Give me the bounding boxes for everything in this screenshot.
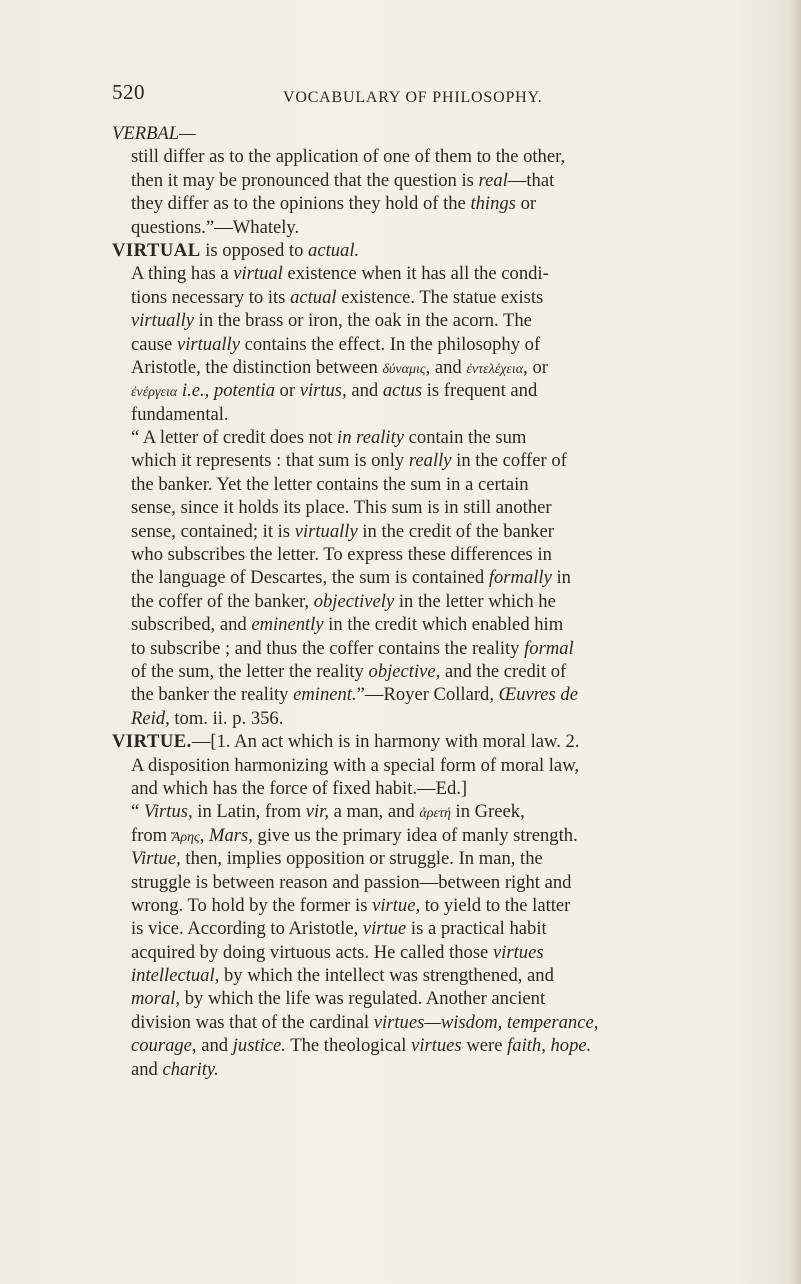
text-segment: eminent.	[293, 684, 357, 706]
text-segment: virtually	[131, 310, 194, 332]
text-segment: struggle is between reason and passion—between right and	[131, 871, 572, 893]
text-segment: in the brass or iron, the oak in the acorn. The	[194, 310, 532, 332]
text-segment: division was that of the cardinal	[131, 1011, 374, 1033]
text-segment: virtually	[176, 333, 240, 355]
text-line	[112, 379, 692, 402]
text-line	[112, 216, 692, 239]
text-line	[112, 543, 692, 566]
text-segment: virtus,	[299, 380, 347, 402]
text-segment: or	[515, 193, 537, 215]
text-segment: things	[470, 193, 516, 215]
text-segment: contains the effect. In the philosophy of	[239, 333, 541, 355]
text-segment: acquired by doing virtuous acts. He called those	[131, 941, 493, 963]
text-segment: actual	[290, 286, 337, 308]
text-segment: a man, and	[328, 801, 420, 823]
text-segment: ,	[199, 824, 209, 846]
text-segment: in	[551, 567, 571, 589]
text-segment: virtue,	[372, 894, 421, 916]
greek-term: ἐντελέχεια	[466, 361, 524, 377]
text-segment: contain the sum	[404, 427, 527, 449]
text-segment: to yield to the latter	[420, 894, 571, 916]
text-line	[112, 800, 692, 823]
text-segment: Virtus,	[143, 801, 193, 823]
text-segment: formal	[524, 637, 574, 659]
text-segment: then it may be pronounced that the question is	[131, 169, 479, 191]
text-segment: the language of Descartes, the sum is contained	[131, 567, 489, 589]
text-segment: cause	[131, 333, 177, 355]
text-segment: is frequent and	[422, 380, 538, 402]
text-line	[112, 426, 692, 449]
text-segment: of the sum, the letter the reality	[131, 660, 369, 682]
entry-headword: VIRTUE.	[112, 731, 192, 753]
text-segment: subscribed, and	[131, 614, 252, 636]
text-line	[112, 356, 692, 379]
text-line	[112, 590, 692, 613]
text-segment: Mars,	[209, 824, 253, 846]
text-segment: “ A letter of credit does not	[131, 427, 338, 449]
text-segment: really	[408, 450, 452, 472]
text-segment: The theological	[285, 1035, 412, 1057]
text-segment: actus	[382, 380, 423, 402]
text-line	[112, 964, 692, 987]
text-segment: give us the primary idea of manly strength.	[252, 824, 578, 846]
text-line	[112, 683, 692, 706]
text-line	[112, 520, 692, 543]
text-segment: —that	[507, 169, 555, 191]
text-segment: in the credit of the banker	[357, 520, 554, 542]
running-title: VOCABULARY OF PHILOSOPHY.	[283, 89, 543, 106]
text-segment: and	[196, 1035, 233, 1057]
text-line	[112, 262, 692, 285]
text-line	[112, 449, 692, 472]
text-segment: objectively	[313, 590, 395, 612]
text-segment: in the coffer of	[451, 450, 567, 472]
page-edge-shadow	[787, 0, 801, 1284]
text-line	[112, 145, 692, 168]
greek-term: δύναμις	[382, 361, 426, 377]
text-line	[112, 403, 692, 426]
text-segment: eminently	[251, 614, 324, 636]
page-header	[112, 80, 692, 110]
text-line	[112, 707, 692, 730]
text-segment: i.e.,	[181, 380, 210, 402]
text-segment: virtues	[411, 1035, 462, 1057]
text-segment: fundamental.	[131, 403, 229, 425]
text-line	[112, 473, 692, 496]
text-line	[112, 496, 692, 519]
text-segment: virtues	[492, 941, 544, 963]
text-segment: formally	[488, 567, 552, 589]
text-segment: virtual	[233, 263, 283, 285]
text-segment: in the credit which enabled him	[323, 614, 564, 636]
greek-term: Ἄρης	[171, 829, 200, 845]
text-segment: , and	[425, 356, 467, 378]
text-segment: justice.	[232, 1035, 286, 1057]
text-segment: still differ as to the application of one of them to the other,	[131, 146, 566, 168]
text-segment: by which the intellect was strengthened, and	[219, 965, 554, 987]
text-segment: which it represents : that sum is only	[131, 450, 409, 472]
text-segment: or	[274, 380, 300, 402]
text-segment: were	[461, 1035, 508, 1057]
text-line	[112, 847, 692, 870]
text-segment: tions necessary to its	[131, 286, 291, 308]
text-line	[112, 1058, 692, 1081]
greek-term: ἐνέργεια	[131, 385, 178, 401]
text-segment: virtues—wisdom, temperance,	[373, 1011, 599, 1033]
text-segment: tom. ii. p. 356.	[169, 707, 284, 729]
text-segment: sense, contained; it is	[131, 520, 295, 542]
text-line	[112, 192, 692, 215]
text-segment: “	[131, 801, 144, 823]
text-segment: is opposed to	[200, 239, 309, 261]
text-segment: faith, hope.	[507, 1035, 592, 1057]
text-segment: from	[131, 824, 172, 846]
text-segment: the banker. Yet the letter contains the sum in a certain	[131, 473, 529, 495]
text-segment: is a practical habit	[406, 918, 547, 940]
text-segment: intellectual,	[131, 965, 220, 987]
text-segment: is vice. According to Aristotle,	[131, 918, 363, 940]
text-segment: vir,	[305, 801, 329, 823]
text-segment: in reality	[337, 427, 404, 449]
page-number: 520	[112, 80, 145, 104]
text-segment: A disposition harmonizing with a special form of moral law,	[131, 754, 580, 776]
text-segment: in the letter which he	[394, 590, 556, 612]
text-segment: the banker the reality	[131, 684, 294, 706]
text-line	[112, 333, 692, 356]
text-line	[112, 824, 692, 847]
text-line	[112, 637, 692, 660]
text-segment: actual.	[308, 239, 360, 261]
text-segment: in Greek,	[450, 801, 525, 823]
text-segment: then, implies opposition or struggle. In man, the	[180, 848, 543, 870]
text-segment: and	[346, 380, 383, 402]
text-line	[112, 894, 692, 917]
text-segment: and	[131, 1058, 163, 1080]
text-line	[112, 730, 692, 753]
text-segment: questions.”—Whately.	[131, 216, 300, 238]
text-segment: , or	[523, 356, 548, 378]
greek-term: ἀρετή	[419, 806, 451, 822]
text-line	[112, 941, 692, 964]
dictionary-entries	[112, 122, 692, 1081]
text-segment: Œuvres de	[498, 684, 578, 706]
text-segment: moral,	[131, 988, 181, 1010]
text-line	[112, 660, 692, 683]
text-line	[112, 566, 692, 589]
text-line	[112, 987, 692, 1010]
text-line	[112, 1034, 692, 1057]
text-line	[112, 777, 692, 800]
text-line	[112, 871, 692, 894]
text-line	[112, 1011, 692, 1034]
text-line	[112, 286, 692, 309]
text-segment: and which has the force of fixed habit.—Ed.]	[131, 777, 468, 799]
text-segment: who subscribes the letter. To express these differences in	[131, 544, 552, 566]
text-segment: the coffer of the banker,	[131, 590, 314, 612]
text-line	[112, 239, 692, 262]
text-line	[112, 613, 692, 636]
text-segment: by which the life was regulated. Another ancient	[180, 988, 546, 1010]
text-segment: Reid,	[131, 707, 170, 729]
text-segment: existence when it has all the condi-	[282, 263, 549, 285]
text-segment: real	[478, 169, 508, 191]
text-segment: charity.	[162, 1058, 219, 1080]
text-segment: objective,	[368, 660, 441, 682]
text-segment: in Latin, from	[192, 801, 306, 823]
text-line	[112, 917, 692, 940]
text-segment: A thing has a	[131, 263, 234, 285]
text-line	[112, 309, 692, 332]
text-line	[112, 169, 692, 192]
text-segment: potentia	[213, 380, 275, 402]
text-segment: they differ as to the opinions they hold of the	[131, 193, 471, 215]
text-segment: —[1. An act which is in harmony with moral law. 2.	[191, 731, 580, 753]
text-segment: existence. The statue exists	[336, 286, 544, 308]
text-segment: and the credit of	[440, 660, 567, 682]
text-segment: to subscribe ; and thus the coffer contains the reality	[131, 637, 525, 659]
text-segment: sense, since it holds its place. This sum is in still another	[131, 497, 552, 519]
text-segment: virtually	[294, 520, 358, 542]
text-segment: VERBAL—	[112, 123, 196, 144]
text-segment: wrong. To hold by the former is	[131, 894, 373, 916]
text-segment: virtue	[362, 918, 407, 940]
text-segment: courage,	[131, 1035, 197, 1057]
text-segment: Aristotle, the distinction between	[131, 356, 383, 378]
entry-headword: VIRTUAL	[112, 239, 201, 261]
text-line	[112, 122, 692, 145]
text-segment: Virtue,	[131, 848, 181, 870]
text-line	[112, 754, 692, 777]
text-segment: ”—Royer Collard,	[356, 684, 499, 706]
